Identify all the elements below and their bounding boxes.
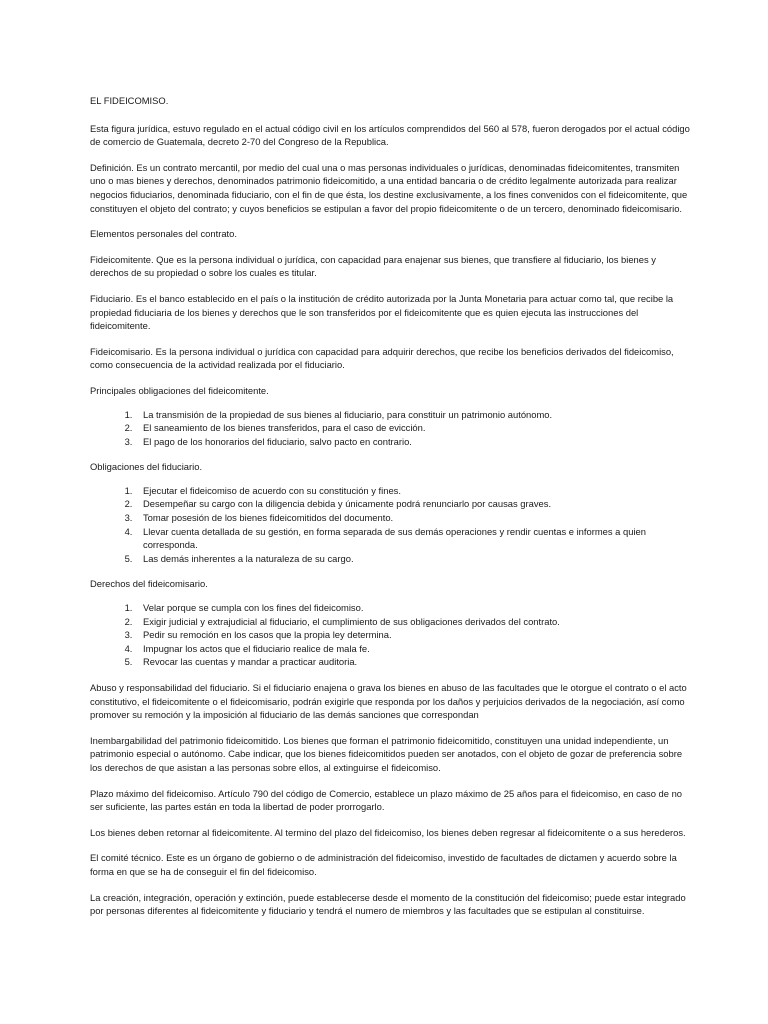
list-item: 1. Velar porque se cumpla con los fines del fideicomiso. — [135, 601, 690, 615]
fideicomisario-rights-list — [90, 601, 690, 669]
fideicomitente-paragraph: Fideicomitente. Que es la persona individual o jurídica, con capacidad para enajenar sus bienes, que transfiere al fiduciario, los bienes y derechos de su propiedad o sobre los cuales es titular. — [90, 253, 656, 279]
abuse-paragraph: Abuso y responsabilidad del fiduciario. Si el fiduciario enajena o grava los bienes en abuso de las facultades que le otorgue el contrato o el acto constitutivo, el fideicomitente o el fideicomisario, podrán exigirle que responda por los daños y perjuicios derivados de la negociación, así como promover su remoción y la imposición al fiduciario de las demás sanciones que correspondan — [90, 682, 687, 721]
list-item: 2. El saneamiento de los bienes transferidos, para el caso de evicción. — [135, 421, 690, 435]
list-item: 1. La transmisión de la propiedad de sus bienes al fiduciario, para constituir un patrimonio autónomo. — [135, 408, 690, 422]
assets-return-paragraph: Los bienes deben retornar al fideicomitente. Al termino del plazo del fideicomiso, los bienes deben regresar al fideicomitente o a sus herederos. — [90, 826, 686, 838]
fiduciario-obligations-list — [90, 484, 690, 566]
max-term-paragraph: Plazo máximo del fideicomiso. Artículo 790 del código de Comercio, establece un plazo máximo de 25 años para el fideicomiso, en caso de no ser suficiente, las partes están en toda la libertad de poder prorrogarlo. — [90, 787, 682, 813]
unseizability-paragraph: Inembargabilidad del patrimonio fideicomitido. Los bienes que forman el patrimonio fideicomitido, constituyen una unidad independiente, un patrimonio especial o autónomo. Cabe indicar, que los bienes fideicomitidos pueden ser anotados, con el objeto de gozar de preferencia sobre los derechos de que asistan a las personas sobre ellos, al extinguirse el fideicomiso. — [90, 734, 683, 773]
list-item: 5. Revocar las cuentas y mandar a practicar auditoria. — [135, 655, 690, 669]
fideicomisario-rights-heading: Derechos del fideicomisario. — [90, 578, 208, 590]
definition-paragraph: Definición. Es un contrato mercantil, por medio del cual una o mas personas individuales o jurídicas, denominadas fideicomitentes, transmiten uno o mas bienes y derechos, denominados patrimonio fideicomitido, a una entidad bancaria o de crédito legalmente autorizada para realizar negocios fiduciarios, denominada fiduciario, con el fin de que ésta, los destine exclusivamente, a los fines convenidos con el fideicomitente, que constituyen el objeto del contrato; y cuyos beneficios se estipulan a favor del propio fideicomitente o de un tercero, denominado fideicomisario. — [90, 161, 688, 214]
document-title: EL FIDEICOMISO. — [90, 95, 169, 106]
list-item: 2. Exigir judicial y extrajudicial al fiduciario, el cumplimiento de sus obligaciones derivados del contrato. — [135, 615, 690, 629]
document-page — [90, 94, 690, 930]
fiduciario-obligations-heading: Obligaciones del fiduciario. — [90, 461, 203, 473]
list-item: 3. Tomar posesión de los bienes fideicomitidos del documento. — [135, 511, 690, 525]
creation-paragraph: La creación, integración, operación y extinción, puede establecerse desde el momento de la constitución del fideicomiso; puede estar integrado por personas diferentes al fideicomitente y fiduciario y tendrá el numero de miembros y las facultades que se estipulan al constituirse. — [90, 891, 686, 917]
fideicomisario-paragraph: Fideicomisario. Es la persona individual o jurídica con capacidad para adquirir derechos, que recibe los beneficios derivados del fideicomiso, como consecuencia de la actividad realizada por el fiduciario. — [90, 345, 674, 371]
list-item: 2. Desempeñar su cargo con la diligencia debida y únicamente podrá renunciarlo por causas graves. — [135, 497, 690, 511]
list-item: 5. Las demás inherentes a la naturaleza de su cargo. — [135, 552, 690, 566]
list-item: 4. Llevar cuenta detallada de su gestión, en forma separada de sus demás operaciones y rendir cuentas e informes a quien corresponda. — [135, 525, 690, 552]
intro-paragraph: Esta figura jurídica, estuvo regulado en el actual código civil en los artículos comprendidos del 560 al 578, fueron derogados por el actual código de comercio de Guatemala, decreto 2-70 del Congreso de la Republica. — [90, 122, 690, 148]
technical-committee-paragraph: El comité técnico. Este es un órgano de gobierno o de administración del fideicomiso, investido de facultades de dictamen y acuerdo sobre la forma en que se ha de conseguir el fin del fideicomiso. — [90, 852, 677, 877]
list-item: 3. Pedir su remoción en los casos que la propia ley determina. — [135, 628, 690, 642]
fiduciario-paragraph: Fiduciario. Es el banco establecido en el país o la institución de crédito autorizada por la Junta Monetaria para actuar como tal, que recibe la propiedad fiduciaria de los bienes y derechos que le son transferidos por el fideicomitente que es quien ejecuta las instrucciones del fideicomitente. — [90, 292, 674, 332]
fideicomitente-obligations-list — [90, 408, 690, 449]
list-item: 4. Impugnar los actos que el fiduciario realice de mala fe. — [135, 642, 690, 656]
list-item: 3. El pago de los honorarios del fiduciario, salvo pacto en contrario. — [135, 435, 690, 449]
list-item: 1. Ejecutar el fideicomiso de acuerdo con su constitución y fines. — [135, 484, 690, 498]
elements-heading: Elementos personales del contrato. — [90, 228, 237, 240]
fideicomitente-obligations-heading: Principales obligaciones del fideicomitente. — [90, 384, 269, 396]
